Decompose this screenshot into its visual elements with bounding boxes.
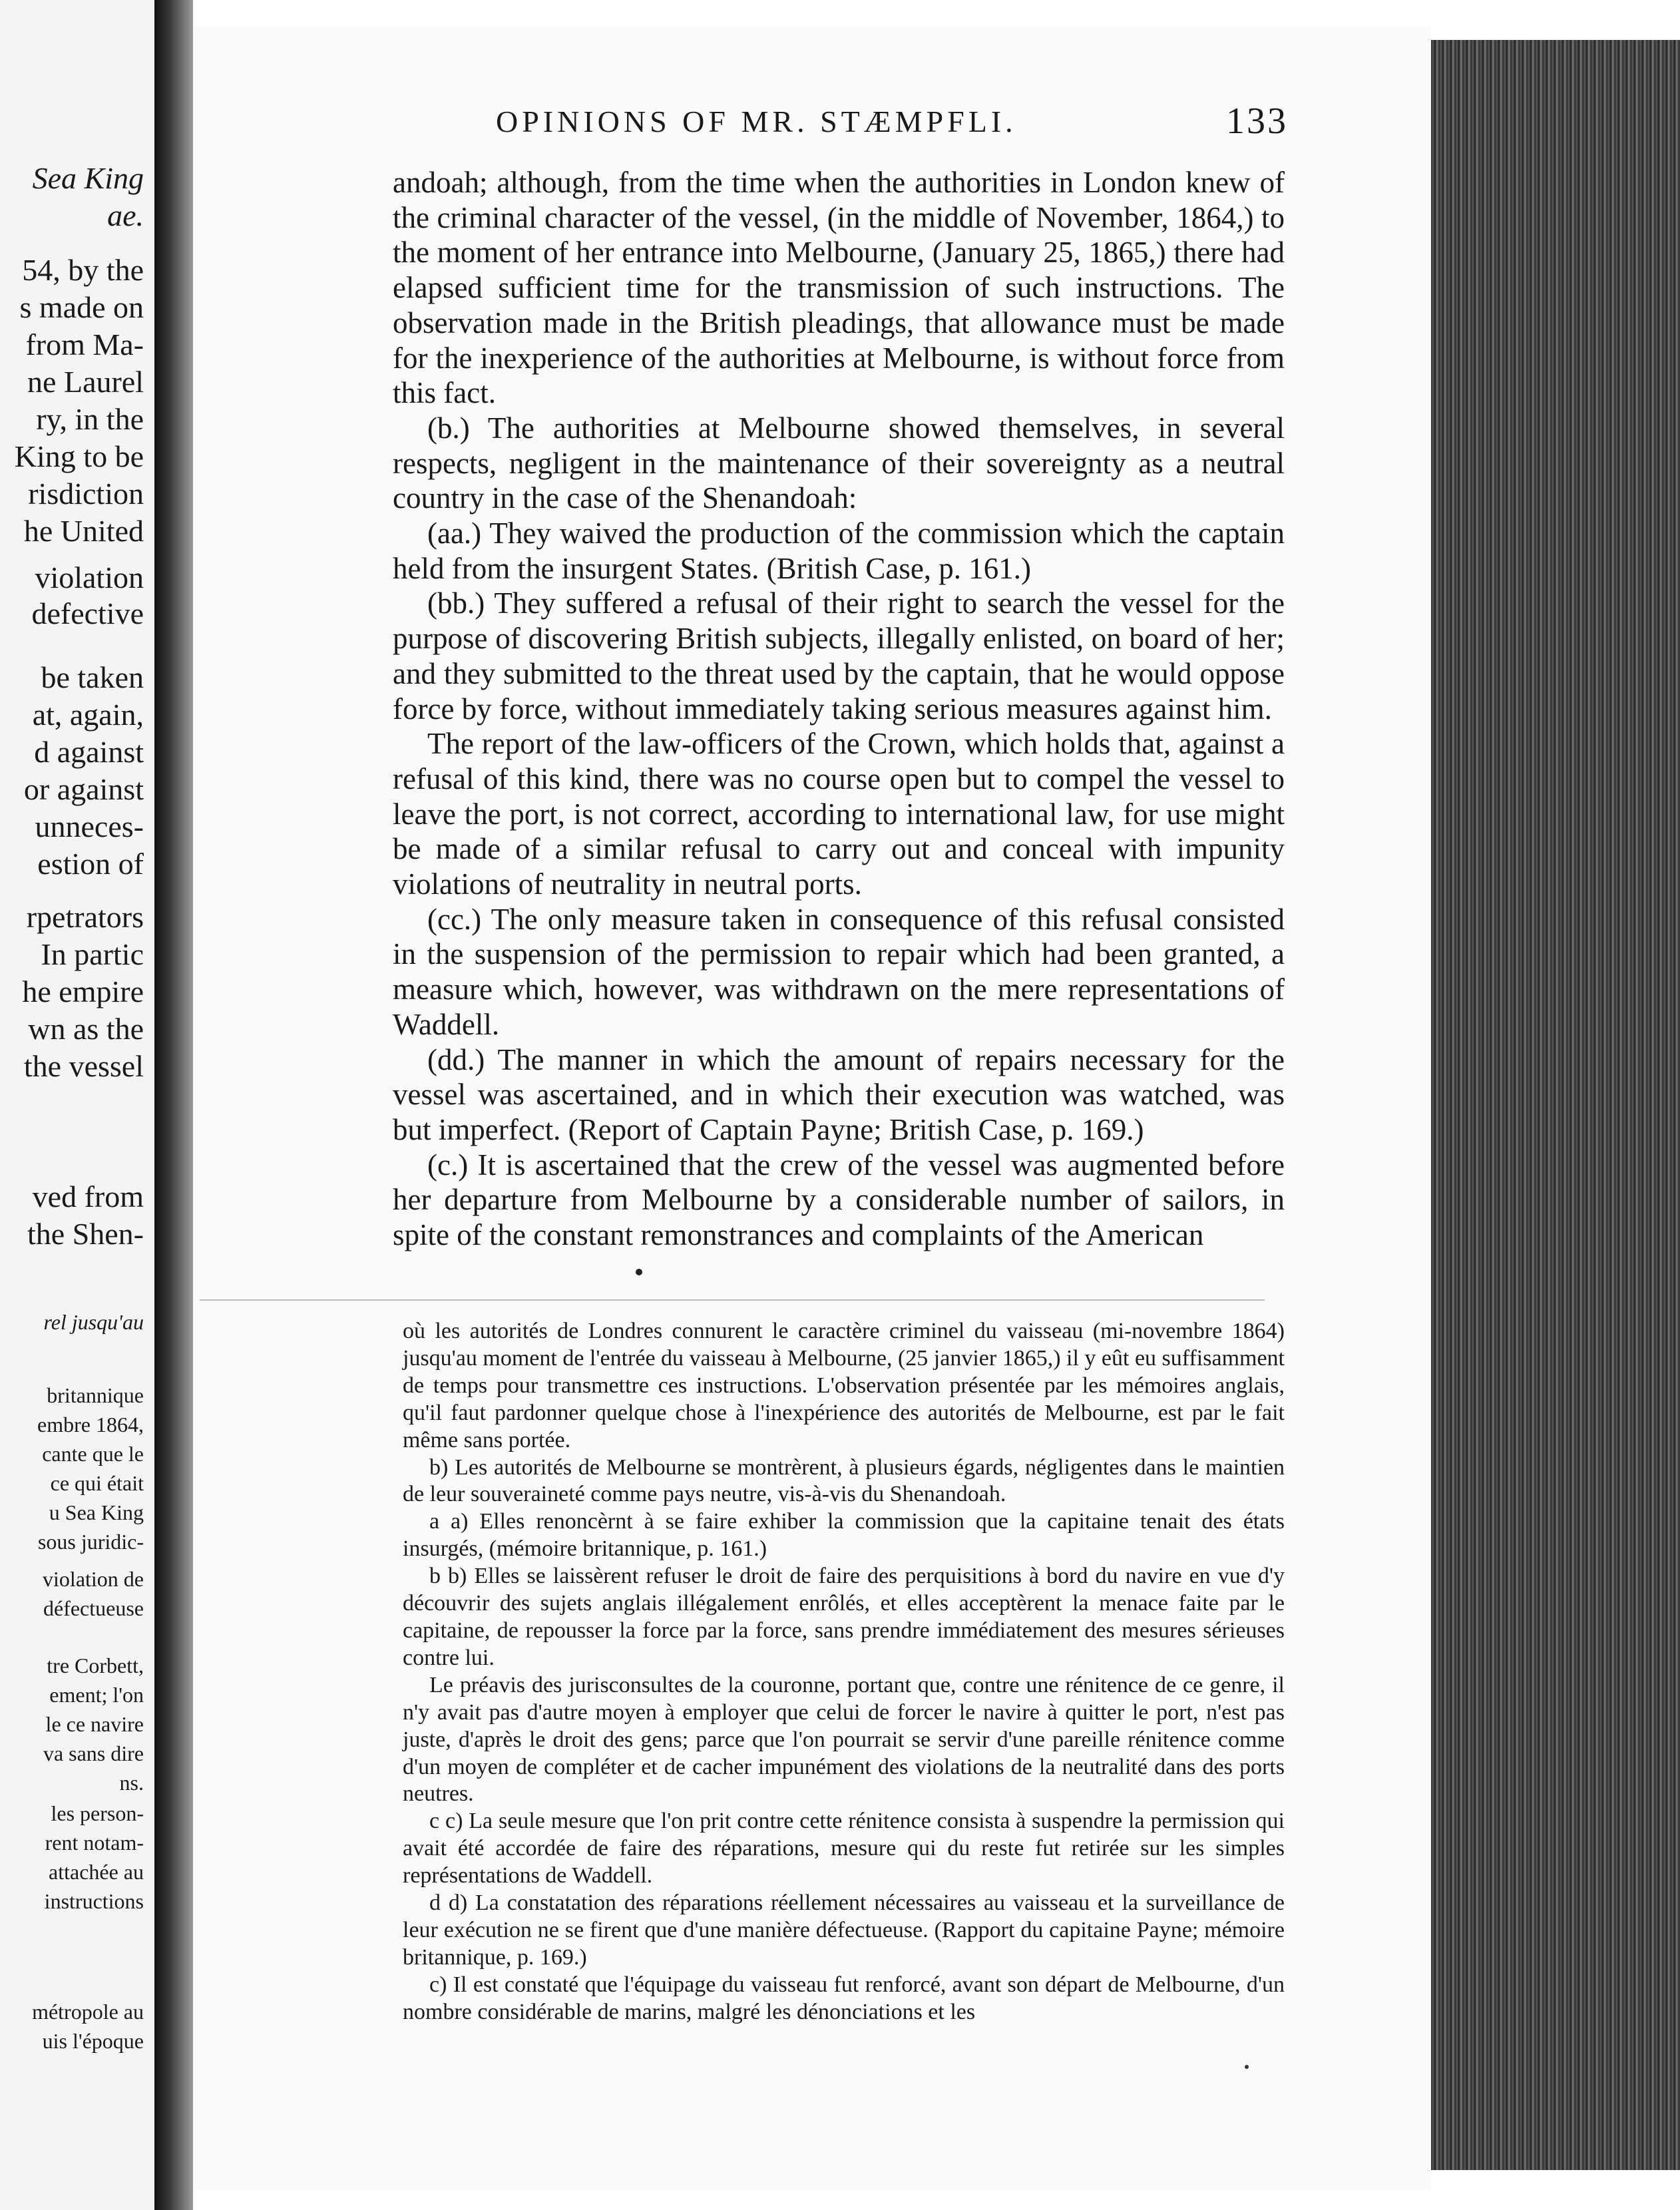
page-edge-top <box>1431 0 1680 40</box>
paragraph: c c) La seule mesure que l'on prit contre cette rénitence consista à suspendre la permission qui avait été accordée de faire des réparations, mesure qui du reste fut retirée sur les simples représentations de Waddell. <box>403 1809 1285 1888</box>
paragraph: c) Il est constaté que l'équipage du vaisseau fut renforcé, avant son départ de Melbourne, d'un nombre considérable de marins, malgré les dénonciations et les <box>403 1972 1285 2024</box>
facing-line: va sans dire <box>43 1741 144 1765</box>
facing-line: ce qui était <box>50 1471 144 1495</box>
ink-dot <box>636 1269 642 1275</box>
facing-line: cante que le <box>42 1442 144 1466</box>
french-text <box>403 1318 1285 2026</box>
facing-line: défectueuse <box>43 1596 144 1620</box>
facing-line: rel jusqu'au <box>43 1310 144 1334</box>
paragraph: (b.) The authorities at Melbourne showed themselves, in several respects, negligent in the maintenance of their sovereignty as a neutral country in the case of the Shenandoah: <box>393 411 1285 515</box>
facing-line: métropole au <box>32 2000 144 2024</box>
facing-line: sous juridic- <box>37 1530 144 1554</box>
facing-line: unneces- <box>35 809 144 843</box>
paragraph: (dd.) The manner in which the amount of repairs necessary for the vessel was ascertained, and in which their execution was watched, was but imperfect. (Report of Captain Payne; British Case, p. 169.) <box>393 1042 1285 1146</box>
facing-line: d against <box>34 735 144 769</box>
paragraph: b b) Elles se laissèrent refuser le droit de faire des perquisitions à bord du navire en vue d'y découvrir des sujets anglais illégalement enrôlés, et elles acceptèrent la menace faite par le capitaine, de repousser la force par la force, sans prendre immédiatement des mesures sérieuses contre lui. <box>403 1564 1285 1670</box>
facing-line: rpetrators <box>26 900 144 934</box>
facing-line: he empire <box>22 975 144 1008</box>
paragraph: a a) Elles renoncèrnt à se faire exhiber la commission que la capitaine tenait des états insurgés, (mémoire britannique, p. 161.) <box>403 1509 1285 1562</box>
paragraph: où les autorités de Londres connurent le caractère criminel du vaisseau (mi-novembre 1864) jusqu'au moment de l'entrée du vaisseau à Melbourne, (25 janvier 1865,) il y eût eu suffisamment de temps pour transmettre ces instructions. L'observation présentée par les mémoires anglais, qu'il faut pardonner quelque chose à l'inexpérience des autorités de Melbourne, est par le fait même sans portée. <box>403 1319 1285 1452</box>
facing-line: ement; l'on <box>49 1683 144 1707</box>
facing-line: the vessel <box>23 1049 144 1083</box>
facing-line: violation <box>35 560 144 594</box>
facing-line: s made on <box>19 290 144 324</box>
facing-line: wn as the <box>28 1012 144 1046</box>
facing-line: from Ma- <box>25 328 144 361</box>
paragraph: b) Les autorités de Melbourne se montrèrent, à plusieurs égards, négligentes dans le maintien de leur souveraineté comme pays neutre, vis-à-vis du Shenandoah. <box>403 1454 1285 1507</box>
facing-line: risdiction <box>28 477 144 511</box>
paragraph: andoah; although, from the time when the authorities in London knew of the criminal character of the vessel, (in the middle of November, 1864,) to the moment of her entrance into Melbourne, (January 25, 1865,) there had elapsed sufficient time for the transmission of such instructions. The observation made in the British pleadings, that allowance must be made for the inexperience of the authorities at Melbourne, is without force from this fact. <box>393 166 1285 410</box>
facing-line: the Shen- <box>27 1217 144 1251</box>
facing-page-fragment <box>0 0 158 2210</box>
paragraph: The report of the law-officers of the Crown, which holds that, against a refusal of this kind, there was no course open but to compel the vessel to leave the port, is not correct, according to international law, for use might be made of a similar refusal to carry out and conceal with impunity violations of neutrality in neutral ports. <box>393 727 1285 901</box>
facing-line: be taken <box>41 660 144 694</box>
paragraph: d d) La constatation des réparations réellement nécessaires au vaisseau et la surveillance de leur exécution ne se firent que d'une manière défectueuse. (Rapport du capitaine Payne; mémoire britannique, p. 169.) <box>403 1890 1285 1970</box>
facing-line: estion of <box>37 847 144 881</box>
facing-line: at, again, <box>32 698 144 732</box>
facing-line: attachée au <box>49 1860 144 1884</box>
page-header <box>303 100 1288 153</box>
facing-line: Sea King <box>32 161 144 195</box>
facing-line: uis l'époque <box>42 2029 144 2053</box>
paragraph: (aa.) They waived the production of the commission which the captain held from the insurgent States. (British Case, p. 161.) <box>393 517 1285 585</box>
facing-line: he United <box>23 514 144 548</box>
footnote-rule <box>200 1299 1265 1301</box>
facing-line: instructions <box>44 1889 144 1913</box>
paragraph: Le préavis des jurisconsultes de la couronne, portant que, contre une rénitence de ce genre, il n'y avait pas d'autre moyen à employer que celui de forcer le navire à quitter le port, n'est pas juste, d'après le droit des gens; parce que l'on pourrait se servir d'une pareille rénitence comme d'un moyen de compléter et de cacher impunément des violations de la neutralité dans des ports neutres. <box>403 1672 1285 1807</box>
facing-line: rent notam- <box>45 1831 144 1855</box>
facing-line: le ce navire <box>45 1712 144 1736</box>
facing-line: embre 1864, <box>37 1413 144 1436</box>
facing-line: ved from <box>32 1180 144 1214</box>
ink-dot <box>1245 2065 1249 2069</box>
book-gutter <box>154 0 193 2210</box>
facing-line: ry, in the <box>36 402 144 436</box>
facing-line: les person- <box>51 1801 144 1825</box>
facing-line: tre Corbett, <box>47 1654 144 1677</box>
paragraph: (cc.) The only measure taken in consequence of this refusal consisted in the suspension of the permission to repair which had been granted, a measure which, however, was withdrawn on the mere representations of Waddell. <box>393 902 1285 1041</box>
facing-line: defective <box>31 596 144 630</box>
english-text <box>393 165 1285 1253</box>
facing-line: violation de <box>43 1567 144 1591</box>
facing-line: In partic <box>41 937 144 971</box>
page-number: 133 <box>1226 101 1288 142</box>
facing-line: u Sea King <box>49 1500 144 1524</box>
paragraph: (c.) It is ascertained that the crew of the vessel was augmented before her departure from Melbourne by a considerable number of sailors, in spite of the constant remonstrances and complaints of the American <box>393 1148 1285 1252</box>
facing-line: King to be <box>14 439 144 473</box>
facing-line: britannique <box>47 1383 144 1407</box>
running-title: OPINIONS OF MR. STÆMPFLI. <box>496 105 1017 138</box>
facing-line: 54, by the <box>22 253 144 287</box>
facing-line: ne Laurel <box>27 365 144 399</box>
page-edges <box>1431 40 1680 2170</box>
facing-line: ae. <box>107 198 144 232</box>
facing-line: or against <box>23 772 144 806</box>
paragraph: (bb.) They suffered a refusal of their right to search the vessel for the purpose of discovering British subjects, illegally enlisted, on board of her; and they submitted to the threat used by the captain, that he would oppose force by force, without immediately taking serious measures against him. <box>393 586 1285 726</box>
facing-line: ns. <box>119 1771 144 1795</box>
